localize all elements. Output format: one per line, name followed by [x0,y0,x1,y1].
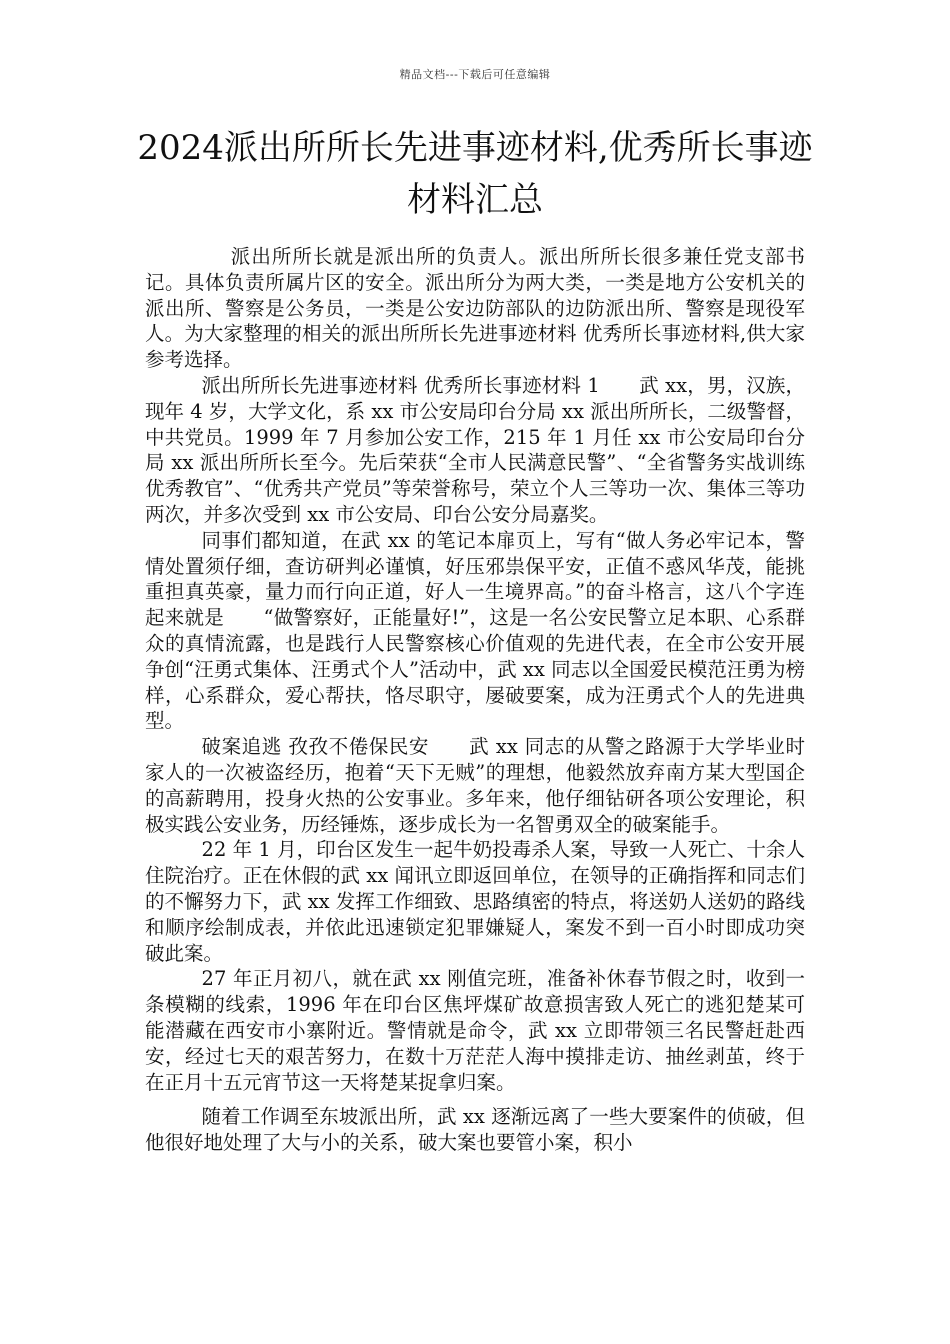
paragraph-case-solving: 破案追逃 孜孜不倦保民安 武 xx 同志的从警之路源于大学毕业时家人的一次被盗经历，抱着“天下无贼”的理想，他毅然放弃南方某大型国企的高薪聘用，投身火热的公安事业。多年来，他仔细钻研各项公安理论，积极实践公安业务，历经锤炼，逐步成长为一名智勇双全的破案能手。 [145,735,805,836]
paragraph-poisoning-case: 22 年 1 月，印台区发生一起牛奶投毒杀人案，导致一人死亡、十余人住院治疗。正在休假的武 xx 闻讯立即返回单位，在领导的正确指挥和同志们的不懈努力下，武 xx 发挥工作细致、思路缜密的特点，将送奶人送奶的路线和顺序绘制成表，并依此迅速锁定犯罪嫌疑人，案发不到一百小时即成功突破此案。 [145,838,805,965]
paragraph-fugitive-case: 27 年正月初八，就在武 xx 刚值完班，准备补休春节假之时，收到一条模糊的线索，1996 年在印台区焦坪煤矿故意损害致人死亡的逃犯楚某可能潜藏在西安市小寨附近。警情就是命令，武 xx 立即带领三名民警赶赴西安，经过七天的艰苦努力，在数十万茫茫人海中摸排走访、抽丝剥茧，终于在正月十五元宵节这一天将楚某捉拿归案。 [145,967,805,1094]
header-note: 精品文档---下载后可任意编辑 [399,68,551,81]
paragraph-motto: 同事们都知道，在武 xx 的笔记本扉页上，写有“做人务必牢记本，警情处置须仔细，查访研判必谨慎，好压邪祟保平安，正值不惑风华茂，能挑重担真英豪，量力而行向正道，好人一生境界高。”的奋斗格言，这八个字连起来就是 “做警察好，正能量好!”，这是一名公安民警立足本职、心系群众的真情流露，也是践行人民警察核心价值观的先进代表，在全市公安开展争创“汪勇式集体、汪勇式个人”活动中，武 xx 同志以全国爱民模范汪勇为榜样，心系群众，爱心帮扶，恪尽职守，屡破要案，成为汪勇式个人的先进典型。 [145,528,805,733]
document-body [145,244,805,1156]
paragraph-profile: 派出所所长先进事迹材料 优秀所长事迹材料 1 武 xx，男，汉族，现年 4 岁，大学文化，系 xx 市公安局印台分局 xx 派出所所长，二级警督，中共党员。1999 年 7 月参加公安工作，215 年 1 月任 xx 市公安局印台分局 xx 派出所所长至今。先后荣获“全市人民满意民警”、“全省警务实战训练优秀教官”、“优秀共产党员”等荣誉称号，荣立个人三等功一次、集体三等功两次，并多次受到 xx 市公安局、印台公安分局嘉奖。 [145,373,805,526]
paragraph-intro: 派出所所长就是派出所的负责人。派出所所长很多兼任党支部书记。具体负责所属片区的安全。派出所分为两大类，一类是地方公安机关的派出所、警察是公务员，一类是公安边防部队的边防派出所、警察是现役军人。为大家整理的相关的派出所所长先进事迹材料 优秀所长事迹材料,供大家参考选择。 [145,245,805,372]
document-title: 2024派出所所长先进事迹材料,优秀所长事迹材料汇总 [137,128,813,220]
paragraph-dongpo: 随着工作调至东坡派出所，武 xx 逐渐远离了一些大要案件的侦破，但他很好地处理了大与小的关系，破大案也要管小案，积小 [145,1105,805,1155]
